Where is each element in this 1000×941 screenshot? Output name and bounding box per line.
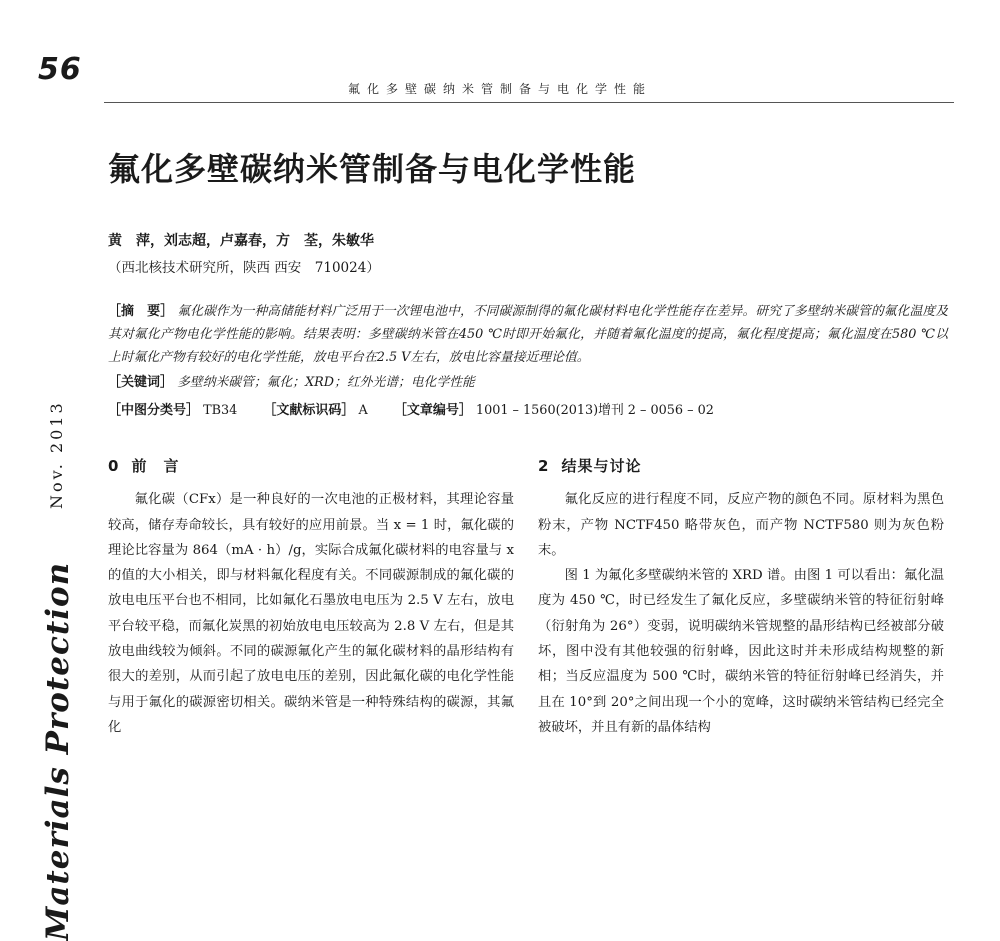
paragraph: 图 1 为氟化多壁碳纳米管的 XRD 谱。由图 1 可以看出：氟化温度为 450 ℃，时已经发生了氟化反应，多壁碳纳米管的特征衍射峰（衍射角为 26°）变弱，说明碳纳米管规整的晶形结构已经被部分破坏，图中没有其他较强的衍射峰，因此这时并未形成结构规整的新相；当反应温度为 500 ℃时，碳纳米管的特征衍射峰已经消失，并且在 10°到 20°之间出现一个小的宽峰，这时碳纳米管结构已经完全被破坏，并且有新的晶体结构: [538, 568, 944, 735]
abstract: [108, 300, 948, 369]
header-divider: [104, 102, 954, 103]
keywords-text: 多壁纳米碳管；氟化；XRD；红外光谱；电化学性能: [177, 375, 475, 390]
column-right: [538, 454, 944, 740]
authors: 黄 萍，刘志超，卢嘉春，方 荃，朱敏华: [108, 233, 374, 249]
clc-label: ［中图分类号］: [108, 403, 200, 418]
doc-code-value: A: [358, 403, 368, 418]
side-margin: [38, 361, 78, 941]
article-no-label: ［文章编号］: [393, 403, 472, 418]
section-number: 2: [538, 457, 550, 475]
clc-value: TB34: [203, 403, 238, 418]
running-header: 氟化多壁碳纳米管制备与电化学性能: [347, 82, 652, 96]
abstract-label: ［摘 要］: [108, 304, 174, 319]
section-heading: [108, 454, 514, 479]
section-number: 0: [108, 457, 120, 475]
column-left: [108, 454, 514, 740]
article-title: 氟化多壁碳纳米管制备与电化学性能: [108, 150, 637, 188]
abstract-text: 氟化碳作为一种高储能材料广泛用于一次锂电池中，不同碳源制得的氟化碳材料电化学性能存在差异。研究了多壁纳米碳管的氟化温度及其对氟化产物电化学性能的影响。结果表明：多壁碳纳米管在450 ℃时即开始氟化，并随着氟化温度的提高，氟化程度提高；氟化温度在580 ℃以上时氟化产物有较好的电化学性能，放电平台在2.5 V左右，放电比容量接近理论值。: [108, 304, 948, 365]
affiliation: （西北核技术研究所，陕西 西安 710024）: [108, 260, 380, 276]
section-title: 前 言: [131, 457, 180, 475]
keywords: [108, 371, 475, 390]
section-heading: [538, 454, 944, 479]
journal-name: Materials Protection: [40, 561, 76, 941]
keywords-label: ［关键词］: [108, 375, 174, 390]
article-no-value: 1001 – 1560(2013)增刊 2 – 0056 – 02: [475, 403, 714, 418]
issue-date: Nov. 2013: [47, 400, 66, 509]
paragraph: 氟化碳（CFx）是一种良好的一次电池的正极材料，其理论容量较高，储存寿命较长，具有较好的应用前景。当 x = 1 时，氟化碳的理论比容量为 864（mA · h）/g，实际合成氟化碳材料的电容量与 x 的值的大小相关，即与材料氟化程度有关。不同碳源制成的氟化碳的放电电压平台也不相同，比如氟化石墨放电电压为 2.5 V 左右，放电平台较平稳，而氟化炭黑的初始放电电压较高为 2.8 V 左右，但是其放电曲线较为倾斜。不同的碳源氟化产生的氟化碳材料的晶形结构有很大的差别，从而引起了放电电压的差别，因此氟化碳的电化学性能与用于氟化的碳源密切相关。碳纳米管是一种特殊结构的碳源，其氟化: [108, 492, 514, 735]
classification: [108, 399, 714, 418]
section-title: 结果与讨论: [561, 457, 642, 475]
doc-code-label: ［文献标识码］: [263, 403, 355, 418]
page-number: 56: [38, 52, 82, 87]
paragraph: 氟化反应的进行程度不同，反应产物的颜色不同。原材料为黑色粉末，产物 NCTF450 略带灰色，而产物 NCTF580 则为灰色粉末。: [538, 492, 944, 558]
